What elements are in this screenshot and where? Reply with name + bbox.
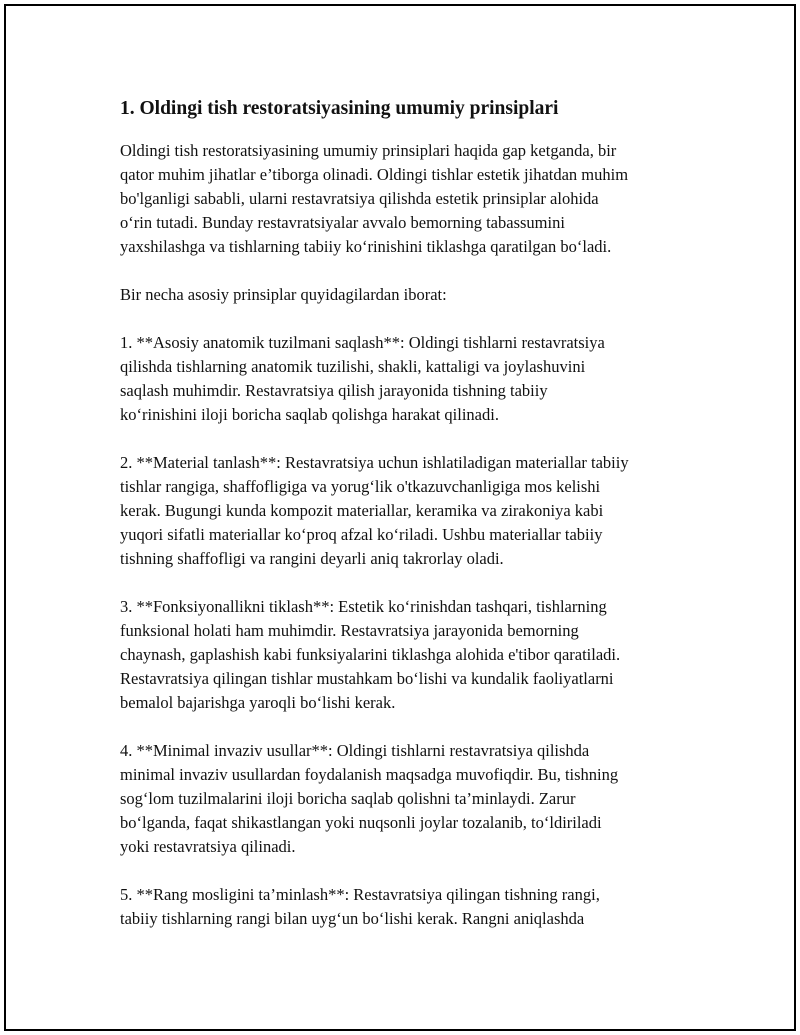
principle-5-paragraph: 5. **Rang mosligini ta’minlash**: Restavratsiya qilingan tishning rangi, tabiiy tishlarning rangi bilan uyg‘un bo‘lishi kerak. Rangni aniqlashda [120, 885, 600, 928]
principle-2-paragraph: 2. **Material tanlash**: Restavratsiya uchun ishlatiladigan materiallar tabiiy tishlar rangiga, shaffofligiga va yorug‘lik o'tkazuvchanligiga mos kelishi kerak. Bugungi kunda kompozit materiallar, keramika va zirakoniya kabi yuqori sifatli materiallar ko‘proq afzal ko‘riladi. Ushbu materiallar tabiiy tishning shaffofligi va rangini deyarli aniq takrorlay oladi. [120, 453, 629, 568]
document-page [4, 4, 796, 1031]
section-heading: 1. Oldingi tish restoratsiyasining umumiy prinsiplari [120, 98, 559, 119]
principle-1-paragraph: 1. **Asosiy anatomik tuzilmani saqlash**: Oldingi tishlarni restavratsiya qilishda tishlarning anatomik tuzilishi, shakli, kattaligi va joylashuvini saqlash muhimdir. Restavratsiya qilish jarayonida tishning tabiiy ko‘rinishini iloji boricha saqlab qolishga harakat qilinadi. [120, 333, 605, 424]
principles-lead-paragraph: Bir necha asosiy prinsiplar quyidagilardan iborat: [120, 285, 447, 304]
document-body [120, 94, 700, 955]
intro-paragraph: Oldingi tish restoratsiyasining umumiy prinsiplari haqida gap ketganda, bir qator muhim jihatlar e’tiborga olinadi. Oldingi tishlar estetik jihatdan muhim bo'lganligi sababli, ularni restavratsiya qilishda estetik prinsiplar alohida o‘rin tutadi. Bunday restavratsiyalar avvalo bemorning tabassumini yaxshilashga va tishlarning tabiiy ko‘rinishini tiklashga qaratilgan bo‘ladi. [120, 141, 629, 256]
principle-4-paragraph: 4. **Minimal invaziv usullar**: Oldingi tishlarni restavratsiya qilishda minimal invaziv usullardan foydalanish maqsadga muvofiqdir. Bu, tishning sog‘lom tuzilmalarini iloji boricha saqlab qolishni ta’minlaydi. Zarur bo‘lganda, faqat shikastlangan yoki nuqsonli joylar tozalanib, to‘ldiriladi yoki restavratsiya qilinadi. [120, 741, 619, 856]
principle-3-paragraph: 3. **Fonksiyonallikni tiklash**: Estetik ko‘rinishdan tashqari, tishlarning funksional holati ham muhimdir. Restavratsiya jarayonida bemorning chaynash, gaplashish kabi funksiyalarini tiklashga alohida e'tibor qaratiladi. Restavratsiya qilingan tishlar mustahkam bo‘lishi va kundalik faoliyatlarni bemalol bajarishga yaroqli bo‘lishi kerak. [120, 597, 621, 712]
